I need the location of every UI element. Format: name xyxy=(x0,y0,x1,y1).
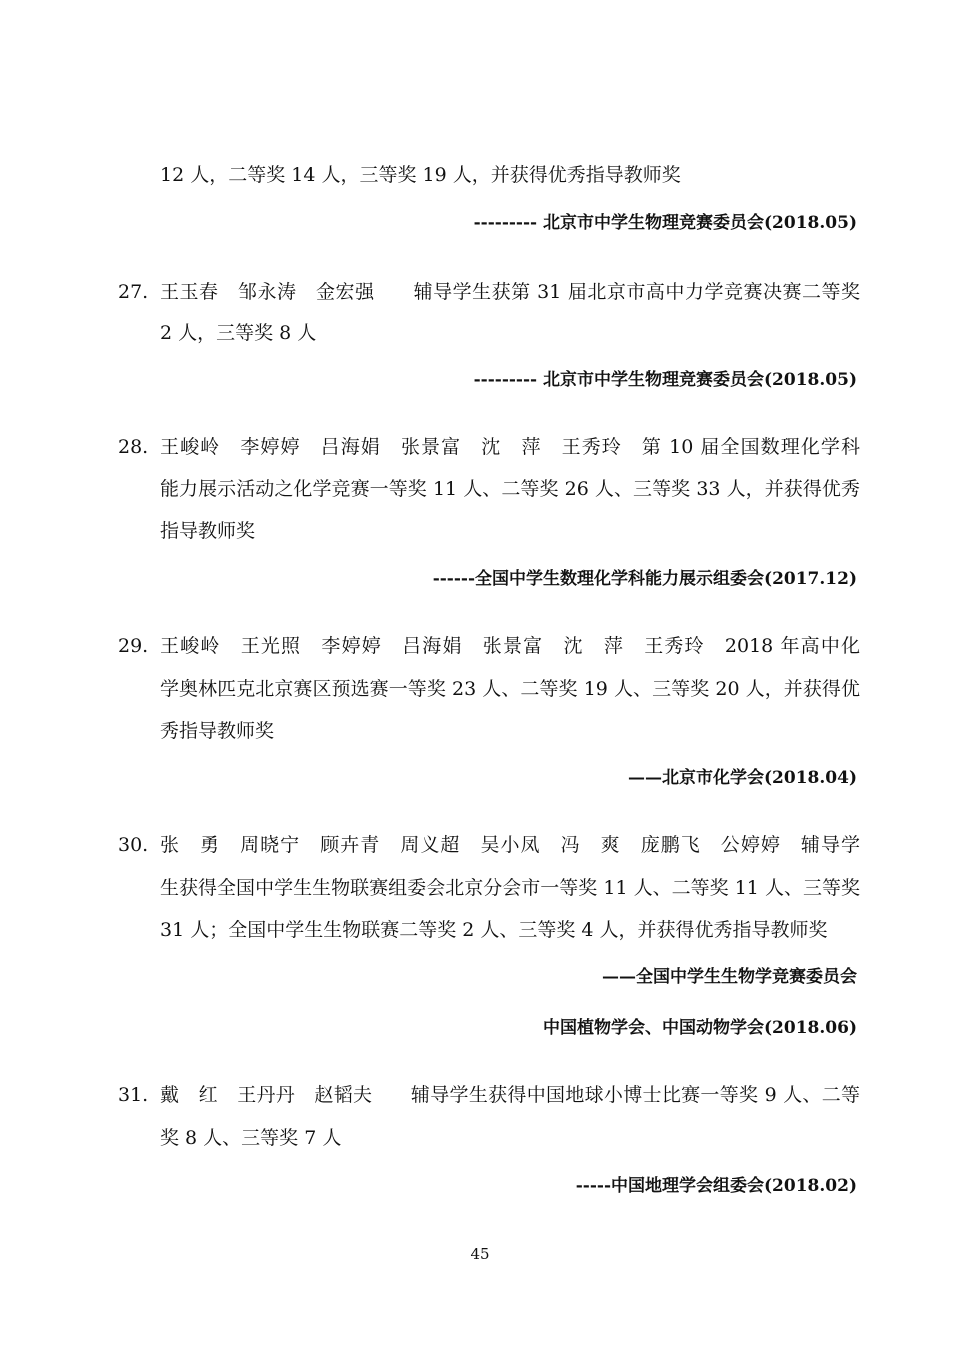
entry-27-source: --------- 北京市中学生物理竞赛委员会(2018.05) xyxy=(473,370,857,390)
entry-27-number: 27. xyxy=(118,281,149,303)
entry-30-source-1: ——全国中学生生物学竞赛委员会 xyxy=(602,967,857,987)
entry-29-line-1: 王峻岭 王光照 李婷婷 吕海娟 张景富 沈 萍 王秀玲 2018 年高中化 xyxy=(160,635,860,657)
entry-29-number: 29. xyxy=(118,635,149,657)
entry-28-number: 28. xyxy=(118,436,149,458)
entry-28-line-1: 王峻岭 李婷婷 吕海娟 张景富 沈 萍 王秀玲 第 10 届全国数理化学科 xyxy=(160,436,860,458)
entry-30-line-3: 31 人；全国中学生生物联赛二等奖 2 人、三等奖 4 人，并获得优秀指导教师奖 xyxy=(160,919,828,941)
entry-31-line-1: 戴 红 王丹丹 赵韬夫 辅导学生获得中国地球小博士比赛一等奖 9 人、二等 xyxy=(160,1084,860,1106)
entry-27-line-1: 王玉春 邹永涛 金宏强 辅导学生获第 31 届北京市高中力学竞赛决赛二等奖 xyxy=(160,281,860,303)
entry-29-source: ——北京市化学会(2018.04) xyxy=(628,768,857,788)
entry-30-line-1: 张 勇 周晓宁 顾卉青 周义超 吴小凤 冯 爽 庞鹏飞 公婷婷 辅导学 xyxy=(160,834,860,856)
entry-27-line-2: 2 人，三等奖 8 人 xyxy=(160,322,317,344)
entry-31-source: -----中国地理学会组委会(2018.02) xyxy=(575,1176,857,1196)
entry-cont-line-1: 12 人，二等奖 14 人，三等奖 19 人，并获得优秀指导教师奖 xyxy=(160,164,681,186)
entry-28-line-2: 能力展示活动之化学竞赛一等奖 11 人、二等奖 26 人、三等奖 33 人，并获得优秀 xyxy=(160,478,860,500)
entry-28-line-3: 指导教师奖 xyxy=(160,520,256,542)
entry-30-source-2: 中国植物学会、中国动物学会(2018.06) xyxy=(543,1018,857,1038)
page-number: 45 xyxy=(470,1245,490,1263)
entry-cont-source: --------- 北京市中学生物理竞赛委员会(2018.05) xyxy=(473,213,857,233)
entry-31-number: 31. xyxy=(118,1084,149,1106)
entry-30-number: 30. xyxy=(118,834,149,856)
entry-28-source: ------全国中学生数理化学科能力展示组委会(2017.12) xyxy=(432,569,857,589)
entry-31-line-2: 奖 8 人、三等奖 7 人 xyxy=(160,1127,342,1149)
entry-30-line-2: 生获得全国中学生生物联赛组委会北京分会市一等奖 11 人、二等奖 11 人、三等奖 xyxy=(160,877,860,899)
entry-29-line-3: 秀指导教师奖 xyxy=(160,720,275,742)
entry-29-line-2: 学奥林匹克北京赛区预选赛一等奖 23 人、二等奖 19 人、三等奖 20 人，并获得优 xyxy=(160,678,860,700)
